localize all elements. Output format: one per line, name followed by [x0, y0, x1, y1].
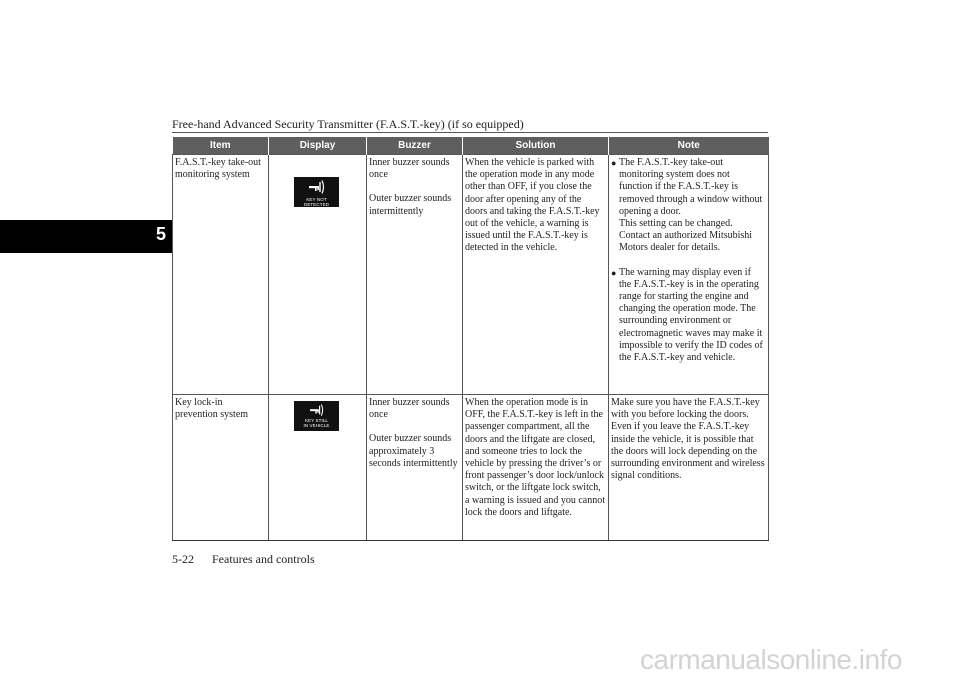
header-divider [172, 132, 768, 133]
display-label: KEY NOT DETECTED [303, 197, 330, 207]
bullet-icon: ● [611, 267, 617, 278]
buzzer-outer: Outer buzzer sounds intermittently [369, 193, 452, 217]
key-still-in-vehicle-display-icon [294, 401, 339, 431]
section-title: Features and controls [212, 552, 315, 566]
watermark: carmanualsonline.info [640, 644, 902, 675]
table-row [173, 155, 769, 395]
display-label-line1: KEY STILL [304, 418, 329, 423]
column-header-note: Note [609, 137, 769, 155]
column-header-display: Display [269, 137, 367, 155]
warning-table [172, 137, 769, 541]
chapter-tab [0, 220, 172, 253]
buzzer-inner: Inner buzzer sounds once [369, 397, 450, 421]
solution-cell: When the vehicle is parked with the operation mode in any mode other than OFF, if you close the door after opening any of the doors and taking the F.A.S.T.-key out of the vehicle, a warning is issued until the F.A.S.T.-key is detected in the vehicle. [463, 155, 609, 395]
note-item [611, 157, 765, 255]
buzzer-outer: Outer buzzer sounds approximately 3 seconds intermittently [369, 433, 458, 469]
item-cell: Key lock-in prevention system [173, 395, 269, 541]
column-header-buzzer: Buzzer [367, 137, 463, 155]
note-text: The F.A.S.T.-key take-out monitoring system does not function if the F.A.S.T.-key is removed through a window without opening a door. This setting can be changed. Contact an authorized Mitsubishi Motors dealer for details. [619, 157, 763, 254]
display-label-line2: IN VEHICLE [303, 423, 330, 428]
note-cell [609, 155, 769, 395]
column-header-item: Item [173, 137, 269, 155]
note-text: The warning may display even if the F.A.S.T.-key is in the operating range for starting the engine and changing the operation mode. The surrounding environment or electromagnetic waves may make it impossible to verify the ID codes of the F.A.S.T.-key and vehicle. [619, 266, 763, 364]
key-warning-icon [309, 180, 325, 195]
chapter-number: 5 [155, 224, 166, 244]
buzzer-cell [367, 155, 463, 395]
item-cell: F.A.S.T.-key take-out monitoring system [173, 155, 269, 395]
buzzer-cell [367, 395, 463, 541]
note-item [611, 267, 765, 365]
page-number: 5-22 [172, 552, 194, 566]
page-header-title: Free-hand Advanced Security Transmitter (F.A.S.T.-key) (if so equipped) [172, 117, 524, 131]
key-not-detected-display-icon [294, 177, 339, 207]
display-cell [269, 155, 367, 395]
table-header-row [173, 137, 769, 155]
note-cell: Make sure you have the F.A.S.T.-key with you before locking the doors. Even if you leave the F.A.S.T.-key inside the vehicle, it is possible that the doors will lock depending on the surrounding environment and wireless signal conditions. [609, 395, 769, 541]
display-cell [269, 395, 367, 541]
key-warning-icon [309, 404, 325, 417]
table-row [173, 395, 769, 541]
buzzer-inner: Inner buzzer sounds once [369, 157, 450, 181]
column-header-solution: Solution [463, 137, 609, 155]
solution-cell: When the operation mode is in OFF, the F.A.S.T.-key is left in the passenger compartment, all the doors and the liftgate are closed, and someone tries to lock the vehicle by pressing the driver’s or front passenger’s door lock/unlock switch, or the liftgate lock switch, a warning is issued and you cannot lock the doors and liftgate. [463, 395, 609, 541]
bullet-icon: ● [611, 158, 617, 168]
